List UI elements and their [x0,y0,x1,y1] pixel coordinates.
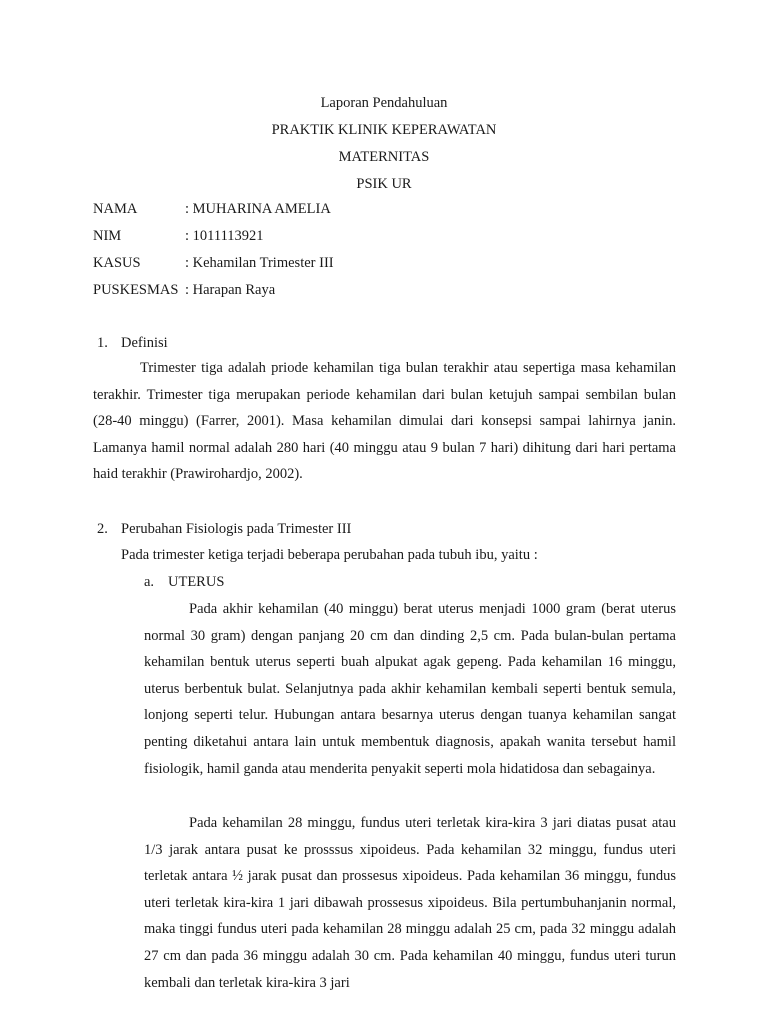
section-2-heading [97,516,351,542]
title-line-3: MATERNITAS [338,149,430,165]
uterus-paragraph-1: Pada akhir kehamilan (40 minggu) berat uterus menjadi 1000 gram (berat uterus normal 30 gram) dengan panjang 20 cm dan dinding 2,5 cm. Pada bulan-bulan pertama kehamilan bentuk uterus seperti buah alpukat agak gepeng. Pada kehamilan 16 minggu, uterus berbentuk bulat. Selanjutnya pada akhir kehamilan kembali seperti bentuk semula, lonjong seperti telur. Hubungan antara besarnya uterus dengan tuanya kehamilan sangat penting diketahui antara lain untuk membentuk diagnosis, apakah wanita tersebut hamil fisiologik, hamil ganda atau menderita penyakit seperti mola hidatidosa dan sebagainya. [144,601,676,777]
uterus-paragraph-2: Pada kehamilan 28 minggu, fundus uteri terletak kira-kira 3 jari diatas pusat atau 1/3 jarak antara pusat ke prosssus xipoideus. Pada kehamilan 32 minggu, fundus uteri terletak antara ½ jarak pusat dan prossesus xipoideus. Pada kehamilan 36 minggu, fundus uteri terletak kira-kira 1 jari dibawah prossesus xipoideus. Bila pertumbuhanjanin normal, maka tinggi fundus uteri pada kehamilan 28 minggu adalah 25 cm, pada 32 minggu adalah 27 cm dan pada 36 minggu adalah 30 cm. Pada kehamilan 40 minggu, fundus uteri turun kembali dan terletak kira-kira 3 jari [144,815,676,991]
section-title: Definisi [121,335,168,351]
subsection-title: UTERUS [168,574,225,590]
title-block [0,90,768,198]
subsection-letter: a. [144,574,155,590]
info-value: : Harapan Raya [185,282,276,298]
title-line-2: PRAKTIK KLINIK KEPERAWATAN [271,122,497,138]
info-label: PUSKESMAS [93,282,179,298]
section-number: 2. [97,521,108,537]
info-row-nama [93,196,334,223]
section-2-intro: Pada trimester ketiga terjadi beberapa perubahan pada tubuh ibu, yaitu : [121,547,538,563]
info-label: NAMA [93,201,138,217]
info-value: : MUHARINA AMELIA [185,201,331,217]
subsection-a-heading [144,569,224,595]
student-info [93,196,334,304]
title-line-1: Laporan Pendahuluan [320,95,448,111]
info-row-kasus [93,250,334,277]
section-title: Perubahan Fisiologis pada Trimester III [121,521,352,537]
title-line-4: PSIK UR [356,176,412,192]
definition-paragraph: Trimester tiga adalah priode kehamilan tiga bulan terakhir atau sepertiga masa kehamilan terakhir. Trimester tiga merupakan periode kehamilan dari bulan ketujuh sampai sembilan bulan (28-40 minggu) (Farrer, 2001). Masa kehamilan dimulai dari konsepsi sampai lahirnya janin. Lamanya hamil normal adalah 280 hari (40 minggu atau 9 bulan 7 hari) dihitung dari hari pertama haid terakhir (Prawirohardjo, 2002). [93,360,676,483]
info-value: : 1011113921 [185,228,264,244]
info-label: KASUS [93,255,141,271]
section-number: 1. [97,335,108,351]
info-value: : Kehamilan Trimester III [185,255,334,271]
info-row-puskesmas [93,277,334,304]
info-label: NIM [93,228,122,244]
info-row-nim [93,223,334,250]
section-1-heading [97,330,168,356]
